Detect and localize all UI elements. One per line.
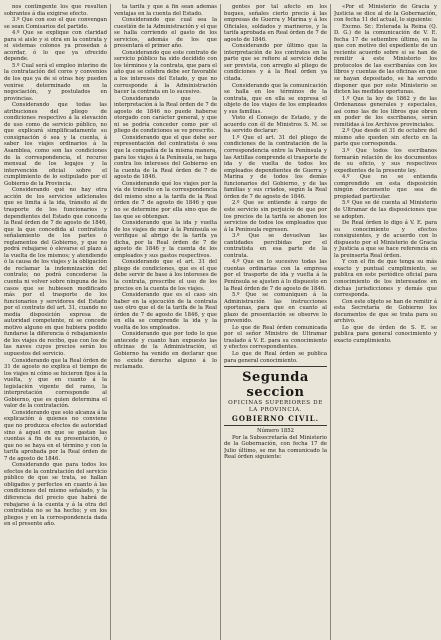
paragraph: Por la Subsecretaría del Ministerio de la Gobernación, con fecha 17 de Julio último, se me ha comunicado la Real órden siguiente: xyxy=(224,434,327,461)
column-3 xyxy=(224,4,327,640)
column-4 xyxy=(334,4,437,640)
paragraph: gentes por tal afecto en los buques, señales cierto precio á las empresas de Guerra y Marina y á los Oficiales, soldados y marineros, y la tarifa aprobada en Real órden de 7 de agosto de 1846. xyxy=(224,4,327,43)
paragraph: 3.º Que con eso el que convengan se sean Comisarios del partido. xyxy=(4,17,107,30)
paragraph: Considerando por último que la interpretación de los contratos en la parte que se refiere al servicio debe ser prevista, con arreglo al pliego de condiciones y á la Real órden ya citada. xyxy=(224,43,327,83)
paragraph: Considerando que cual sea la cuestión de la Administración y el que se halla corriendo el gasto de los servicios, además de los que presentará el primer año. xyxy=(114,17,217,50)
paragraph: Considerando que la ida y vuelta de los viajes de mar á la Península se verifique al abrigo de la tarifa ya dicha, por la Real órden de 7 de agosto de 1846 y la cuenta de los empleados y sus gastos respectivos. xyxy=(114,220,217,259)
paragraph: Considerando que el que debe ser representación del contratista ó sea que la compañía de la misma manera, para los viajes á la Península, se haga contra los intereses del Gobierno en la cuenta de la Real órden de 7 de agosto de 1846. xyxy=(114,134,217,181)
paragraph: 4.º Que no se entienda comprendido en esta disposición ningún documento que sea de propiedad particular. xyxy=(334,174,437,200)
column-1 xyxy=(4,4,107,640)
paragraph: Considerando que es el caso sin haber en la ejecución de la contrata uso otro que el de la tarifa de la Real órden de 7 de agosto de 1846, y que en ella se comprende la ida y la vuelta de los empleados. xyxy=(114,292,217,331)
paragraph: 3.º Que todos los escribanos formarán relación de los documentos de su oficio, y sus respectivos expedientes de la presente ley. xyxy=(334,148,437,174)
paragraph: Y con el fin de que tenga su más exacto y puntual cumplimiento, se publica en este periódico oficial para conocimiento de los interesados en dichas jurisdicciones y demás que corresponda. xyxy=(334,259,437,299)
paragraph: Lo que de Real órden comunicada por el señor Ministro de Ultramar traslado á V. E. para su conocimiento y efectos correspondientes. xyxy=(224,324,327,351)
paragraph: Considerando que el art. 31 del pliego de condiciones, que es el que debe servir de base á los intereses de la contrata, prescribe el uso de los precios en la cuenta de los viajes. xyxy=(114,259,217,292)
paragraph: Considerando que la Real órden de 31 de agosto no explica el tiempo de los viajes ni cómo se hicieron fijos á la vuelta, y que en cuanto á la legislación vigente del ramo, la interpretación corresponde al Gobierno, que es quien determina el valor de la contratación. xyxy=(4,357,107,410)
paragraph: 5.º Cual será el empleo interino de la contratación del coros y convenios de los que ya de si otras hoy pueden venirse determinado en la negociación, y postulados en provincias. xyxy=(4,62,107,102)
paragraph: 1.º Que la ley de 1862 y de las Ordenanzas generales y especiales, así como las de los libros que obren en poder de los escribanos, serán remitidas á los Archivos provinciales. xyxy=(334,95,437,128)
paragraph: 2.º Que se entiende á cargo de este servicio sin perjuicio de que por los precios de la tarifa se abonen los servicios de todos los empleados que á la Península regresen. xyxy=(224,200,327,233)
column-divider xyxy=(330,4,331,640)
paragraph: Considerando que la comunicación se halla en los términos de la contrata, que en ella se expresa el objeto de los viajes de los empleados y sus familias. xyxy=(224,82,327,115)
paragraph: Lo que de órden de S. E. se publica para general conocimiento y exacto cumplimiento. xyxy=(334,324,437,344)
paragraph: Considerando qué no hay otra acción de los servicios adicionales que se limita á la ida, tránsito al de trasporte de los funcionarios y dependientes del Estado que conceda la Real órden de 7 de agosto de 1846, que la que concedida al contratista señalamiento de los partes ó reglamentos del Gobierno, y que no podrá rebajarse ó elevarse el plazo á la vuelta de los mismos; y atendiendo ó la causa de los viajes y la obligación de reclamar la indemnización del contrato; no podrá concederse la cuenta ni volver sobre ninguna de los casos que se hubiesen modificado más por el trasporte de los funcionarios y servidores del Estado por el contrato del art. 31, cuando no media disposición expresa de autoridad competente, ni se concede motivo alguno en que hubiera podido fundarse la diferencia ó rebajamiento de los viajes de recibo, que con los de las naves cuyos precios serán los supuestos del servicio. xyxy=(4,187,107,357)
paragraph: 4.º Que en lo sucesivo todas las cuentas ordinarias con la empresa por el trasporte de ida y vuelta á la Península se ajusten á lo dispuesto en la Real órden de 7 de agosto de 1846. xyxy=(224,259,327,292)
paragraph: De Real órden lo digo á V. E. para su conocimiento y efectos consiguientes, y de acuerdo con lo dispuesto por el Ministerio de Gracia y Justicia a que se hace referencia en la preinserta Real órden. xyxy=(334,220,437,259)
paragraph: Lo que de Real órden se publica para general conocimiento. xyxy=(224,350,327,364)
column-divider xyxy=(220,4,221,640)
section-subtitle: OFICINAS SUPERIORES DE LA PROVINCIA. xyxy=(228,400,323,414)
paragraph: Considerando que la interpretación á la Real órden de 7 de agosto de 1846 no puede haberse otorgado con carácter general, y que ni se podría conceder como por el pliego de condiciones se ve prescrito. xyxy=(114,95,217,135)
paragraph: Excmo. Sr.: Enterada la Reina (Q. D. G.) de la comunicación de V. E. fecha 17 de setiembre último, en la que con motivo del expediente de un reciente acuerdo sobre si se han de remitir á este Ministerio los protocolos de las escribanías con los libros y cuentas de las oficinas en que se hayan depositado, se ha servido disponer que por este Ministerio se dicten las medidas oportunas. xyxy=(334,23,437,96)
paragraph: ta tarifa y que á fin sean además ventajas en la cuenta del Estado. xyxy=(114,4,217,17)
paragraph: 4.º Que se explique con claridad para si aisle y si otra en la contrata y si sistemas colonos ya prosedan á acordar, ó lo que ya ofrecido depende. xyxy=(4,30,107,63)
paragraph: Considerando que todas las atribuciones del pliego de condiciones respectivo á la elevación de uso como de servicio público, no que explicará simplificadamente su consignación ó sea y la cuenta, á saber los viajes ordinarios á la Asamblea, como son las condiciones de la correspondencia, el recurso mensual de los legajos y la intervención oficial sobre el cumplimiento de lo estipulado por el Gobierno de la Provincia. xyxy=(4,102,107,187)
paragraph: 5.º Que se dé cuenta al Ministerio de Ultramar de las disposiciones que se adopten. xyxy=(334,200,437,220)
paragraph: 3.º Que se devuelvan las cantidades percibidas por el contratista en esa parte de la contrata. xyxy=(224,233,327,259)
paragraph: Visto el Consejo de Estado, y de acuerdo con él de Ministros S. M. se ha servido declarar: xyxy=(224,115,327,135)
column-2 xyxy=(114,4,217,640)
paragraph: 2.º Que desde el 31 de octubre del mismo año queden sin efecto en la parte que corresponda. xyxy=(334,128,437,148)
paragraph: Considerando que para todos los efectos de la contratación del servicio público de que se trata, se hallan obligados y perfectos en cuanto á las condiciones del mismo señalado, y la diferencia del precio que habrá de rebajarse á la cuenta y á la otra del contratista no se ha hecho; y en los pliegos y en la correspondencia dada en el presente año. xyxy=(4,462,107,528)
paragraph: nos contingente los que resulten sobrantes á dia exigirse efecto. xyxy=(4,4,107,17)
section-kicker: Número 1852 xyxy=(256,428,295,435)
paragraph: Con este objeto se han de remitir á esta Secretaría de Gobierno los documentos de que se trata para su archivo. xyxy=(334,298,437,325)
paragraph: «Por el Ministerio de Gracia y Justicia se dice al de la Gobernación, con fecha 11 del actual, lo siguiente: xyxy=(334,4,437,24)
section-title: Segunda seccion xyxy=(224,366,327,400)
column-divider xyxy=(110,4,111,640)
section-heading: GOBIERNO CIVIL. xyxy=(224,414,327,426)
paragraph: 1.º Que el art. 31 del pliego de condiciones de la contratación de la correspondencia entre la Península y las Antillas comprende el trasporte de ida y de vuelta de todos los empleados dependientes de Guerra y Marina y de todos los demás funcionarios del Gobierno, y de las familias y sus criados, según la Real órden de 7 de agosto de 1846. xyxy=(224,134,327,200)
paragraph: Considerando qué los viajes por la vía de tránsito en la correspondencia del mismo sino a la tarifa de la Real órden de 7 de agosto de 1846 y que no se determine por ella sino que de las que se obtengan. xyxy=(114,180,217,220)
paragraph: Considerando que solo alcanza á la explicación á quienes no conviene que no produzca efectos de autoridad sino á aquel en que se gastan las cuentas á fin de su presentación, ó que no se haya en el término y con la tarifa aprobada por la Real órden de 7 de agosto de 1846. xyxy=(4,409,107,462)
paragraph: 5.º Que se comuniquen á la Administración las instrucciones oportunas, para que en cuanto al plazo de presentación se observe lo prevenido. xyxy=(224,292,327,325)
paragraph: Considerando que por todo lo que antecede y cuanto han expuesto las oficinas de la Administración, el Gobierno ha venido en declarar que no existe derecho alguno á lo reclamado. xyxy=(114,331,217,371)
paragraph: Considerando que este contrato de servicio público ha sido decidido con los términos y la contrata, que para el año que se celebra debe ser favorable a los intereses del Estado, y que no corresponde á la Administración hacer la contrata en lo sucesivo. xyxy=(114,49,217,96)
